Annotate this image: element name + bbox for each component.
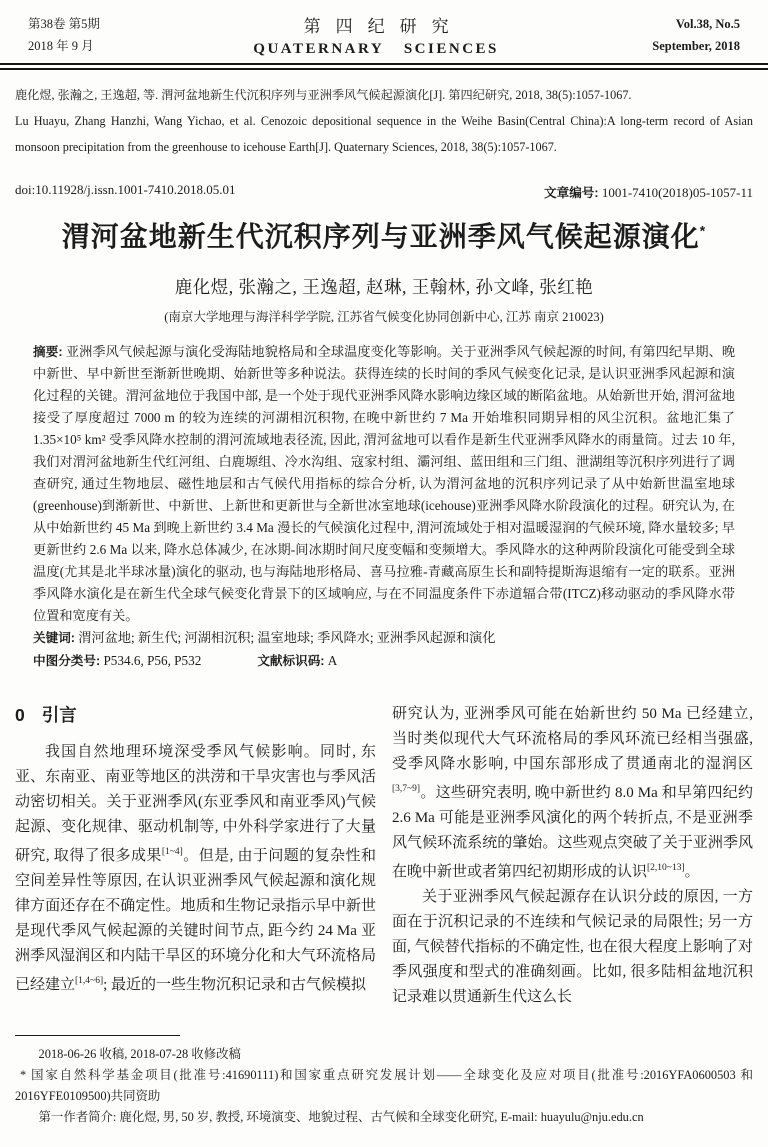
section-title: 引言 [41, 705, 77, 725]
authors-line: 鹿化煜, 张瀚之, 王逸超, 赵琳, 王翰林, 孙文峰, 张红艳 [174, 277, 594, 297]
footnote-rule [15, 1035, 180, 1036]
author-bio-text: 第一作者简介: 鹿化煜, 男, 50 岁, 教授, 环境演变、地貌过程、古气候和全球变化研究, E-mail: [38, 1110, 541, 1124]
journal-title-en: QUATERNARY SCIENCES [253, 41, 499, 57]
body-paragraph: 研究认为, 亚洲季风可能在始新世约 50 Ma 已经建立, 当时类似现代大气环流格局的季风环流已经相当强盛, 受季风降水影响, 中国东部形成了贯通南北的湿润区[3,7~9]。这些研究表明, 晚中新世约 8.0 Ma 和早第四纪约 2.6 Ma 可能是亚洲季风演化的两个转折点, 不是亚洲季风气候环流系统的肇始。这些观点突破了关于亚洲季风在晚中新世或者第四纪初期形成的认识[2,10~13]。 [392, 706, 753, 880]
left-column [15, 702, 376, 1032]
body-paragraph: 关于亚洲季风气候起源存在认识分歧的原因, 一方面在于沉积记录的不连续和气候记录的局限性; 另一方面, 气候替代指标的不确定性, 也在很大程度上影响了对季风强度和型式的准确刻画。比如, 很多陆相盆地沉积记录难以贯通新生代这么长 [392, 889, 753, 1005]
keywords-label: 关键词: [33, 631, 75, 645]
date-cn: 2018 年 9 月 [28, 39, 94, 53]
article-id [544, 182, 753, 201]
abstract-label: 摘要: [33, 345, 63, 359]
funding-note: * 国家自然科学基金项目(批准号:41690111)和国家重点研究发展计划——全球变化及应对项目(批准号:2016YFA0600503 和2016YFE0109500)共同资助 [15, 1068, 753, 1103]
title-footnote-marker: * [699, 222, 707, 239]
section-heading [15, 702, 376, 727]
keywords-text: 渭河盆地; 新生代; 河湖相沉积; 温室地球; 季风降水; 亚洲季风起源和演化 [78, 630, 496, 645]
paper-title [0, 215, 768, 255]
doc-code-label: 文献标识码: [257, 654, 325, 668]
body-paragraph: 我国自然地理环境深受季风气候影响。同时, 东亚、东南亚、南亚等地区的洪涝和干旱灾害也与季风活动密切相关。关于亚洲季风(东亚季风和南亚季风)气候起源、变化规律、驱动机制等, 中外科学家进行了大量研究, 取得了很多成果[1~4]。但是, 由于问题的复杂性和空间差异性等原因, 在认识亚洲季风气候起源和演化规律方面还存在不确定性。地质和生物记录指示早中新世是现代季风气候起源的关键时间节点, 距今约 24 Ma 亚洲季风湿润区和内陆干旱区的环境分化和大气环流格局已经建立[1,4~6]; 最近的一些生物沉积记录和古气候模拟 [15, 744, 376, 993]
citation-chinese: 鹿化煜, 张瀚之, 王逸超, 等. 渭河盆地新生代沉积序列与亚洲季风气候起源演化[J]. 第四纪研究, 2018, 38(5):1057-1067. [15, 88, 632, 102]
paper-title-text: 渭河盆地新生代沉积序列与亚洲季风气候起源演化 [61, 221, 700, 252]
abstract-block [0, 325, 768, 672]
body-columns [0, 702, 768, 1032]
article-id-value: 1001-7410(2018)05-1057-11 [601, 185, 753, 200]
classification-line [33, 650, 735, 672]
section-number: 0 [15, 705, 25, 725]
header-double-rule [0, 63, 768, 70]
article-id-label: 文章编号: [544, 186, 599, 200]
citation-block [0, 70, 768, 160]
volume-issue-cn: 第38卷 第5期 [28, 17, 100, 31]
doc-code-value: A [327, 653, 338, 668]
clc-value: P534.6, P56, P532 [103, 653, 202, 668]
author-email-link[interactable]: huayulu@nju.edu.cn [540, 1110, 644, 1124]
abstract-paragraph [33, 341, 735, 627]
date-en: September, 2018 [652, 39, 740, 53]
clc-label: 中图分类号: [33, 654, 101, 668]
affiliation-line: (南京大学地理与海洋科学学院, 江苏省气候变化协同创新中心, 江苏 南京 210023) [164, 310, 604, 324]
abstract-text: 亚洲季风气候起源与演化受海陆地貌格局和全球温度变化等影响。关于亚洲季风气候起源的时间, 有第四纪早期、晚中新世、早中新世至渐新世晚期、始新世等多种说法。获得连续的长时间的季风气候变化记录, 是认识亚洲季风起源和演化过程的关键。渭河盆地位于我国中部, 是一个处于现代亚洲季风降水影响边缘区域的断陷盆地。从始新世开始, 渭河盆地接受了厚度超过 7000 m 的较为连续的河湖相沉积物, 在晚中新世约 7 Ma 开始堆积同期异相的风尘沉积。盆地汇集了 1.35×10⁵ km² 受季风降水控制的渭河流域地表径流, 因此, 渭河盆地可以看作是新生代亚洲季风降水的雨量筒。过去 10 年, 我们对渭河盆地新生代红河组、白鹿塬组、冷水沟组、寇家村组、灞河组、蓝田组和三门组、泄湖组等沉积序列进行了调查研究, 通过生物地层、磁性地层和古气候代用指标的综合分析, 认为渭河盆地的沉积序列记录了从中始新世温室地球(greenhouse)到渐新世、中新世、上新世和更新世与全新世冰室地球(icehouse)亚洲季风降水阶段演化的过程。研究认为, 在从中始新世约 45 Ma 到晚上新世约 3.4 Ma 漫长的气候演化过程中, 渭河流域处于相对温暖湿润的气候环境, 降水量较多; 早更新世约 2.6 Ma 以来, 降水总体减少, 在冰期-间冰期时间尺度变幅和变频增大。季风降水的这种两阶段演化可能受到全球温度(尤其是北半球冰量)演化的驱动, 也与海陆地形格局、喜马拉雅-青藏高原生长和副特提斯海退缩有一定的联系。亚洲季风降水演化是在新生代全球气候变化背景下的区域响应, 与在不同温度条件下赤道辐合带(ITCZ)移动驱动的季风降水带位置和宽度有关。 [33, 344, 736, 623]
received-dates: 2018-06-26 收稿, 2018-07-28 收修改稿 [38, 1047, 241, 1061]
keywords-line [33, 627, 735, 649]
right-column [392, 702, 753, 1032]
citation-english: Lu Huayu, Zhang Hanzhi, Wang Yichao, et al. Cenozoic depositional sequence in the Weihe Basin(Central China):A long-term record of Asian monsoon precipitation from the greenhouse to icehouse Earth[J]. Quaternary Sciences, 2018, 38(5):1057-1067. [15, 114, 753, 154]
meta-row [0, 182, 768, 201]
journal-title-block [100, 12, 652, 58]
footnotes-block [0, 1035, 768, 1128]
doi-link[interactable]: doi:10.11928/j.issn.1001-7410.2018.05.01 [15, 182, 236, 197]
journal-title-cn: 第四纪研究 [303, 17, 464, 36]
volume-issue-en: Vol.38, No.5 [675, 17, 740, 31]
masthead-volume-issue [28, 13, 100, 57]
masthead-vol-en [652, 13, 740, 57]
masthead [0, 0, 768, 63]
first-author-bio [15, 1107, 753, 1128]
